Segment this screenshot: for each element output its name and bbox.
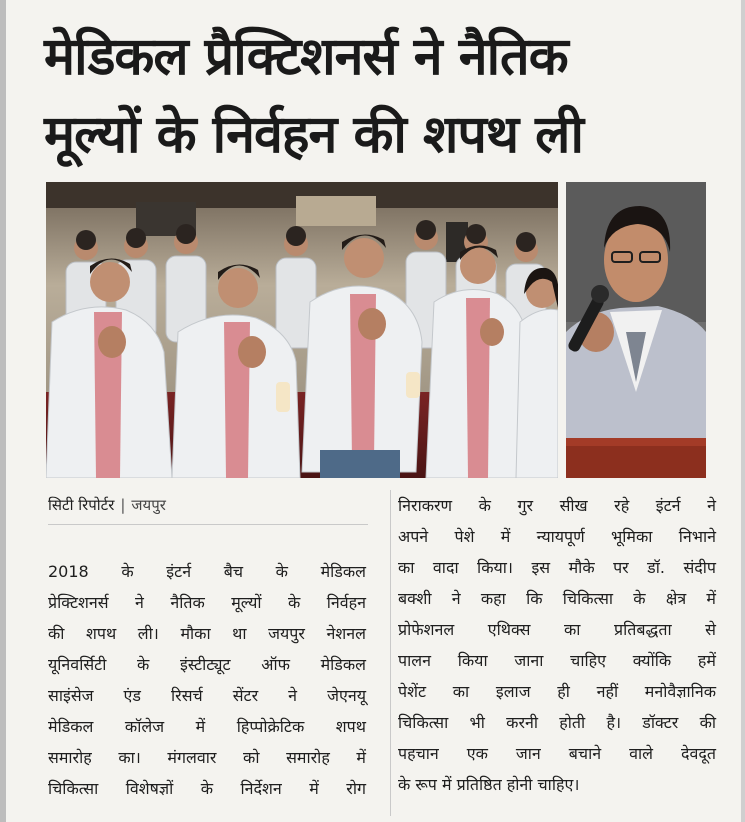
byline bbox=[48, 494, 368, 516]
reporter-name: सिटी रिपोर्टर bbox=[48, 496, 115, 514]
speaker-illustration bbox=[566, 182, 706, 478]
article-line: मेडिकल कॉलेज में हिप्पोक्रेटिक शपथ bbox=[48, 717, 366, 736]
headline-line-2: मूल्यों के निर्वहन की शपथ ली bbox=[44, 105, 583, 165]
article-line: अपने पेशे में न्यायपूर्ण भूमिका निभाने bbox=[398, 527, 716, 546]
article-line: के रूप में प्रतिष्ठित होनी चाहिए। bbox=[398, 775, 580, 794]
article-line: निराकरण के गुर सीख रहे इंटर्न ने bbox=[398, 496, 716, 515]
article-column-left bbox=[48, 556, 366, 804]
article-line: यूनिवर्सिटी के इंस्टीट्यूट ऑफ मेडिकल bbox=[48, 655, 366, 674]
article-line: प्रोफेशनल एथिक्स का प्रतिबद्धता से bbox=[398, 620, 716, 639]
article-line: प्रेक्टिशनर्स ने नैतिक मूल्यों के निर्वहन bbox=[48, 593, 366, 612]
article-line: पालन किया जाना चाहिए क्योंकि हमें bbox=[398, 651, 716, 670]
speaker-photo bbox=[566, 182, 706, 478]
oath-ceremony-photo bbox=[46, 182, 558, 478]
oath-ceremony-illustration bbox=[46, 182, 558, 478]
article-line: का वादा किया। इस मौके पर डॉ. संदीप bbox=[398, 558, 716, 577]
byline-separator: | bbox=[120, 496, 126, 514]
headline bbox=[44, 18, 716, 174]
article-line: साइंसेज एंड रिसर्च सेंटर ने जेएनयू bbox=[48, 686, 366, 705]
byline-rule bbox=[48, 524, 368, 525]
article-line: की शपथ ली। मौका था जयपुर नेशनल bbox=[48, 624, 366, 643]
article-line: चिकित्सा भी करनी होती है। डॉक्टर की bbox=[398, 713, 716, 732]
column-divider bbox=[390, 490, 391, 816]
article-line: चिकित्सा विशेषज्ञों के निर्देशन में रोग bbox=[48, 779, 366, 798]
dateline-city: जयपुर bbox=[131, 496, 166, 514]
article-column-right bbox=[398, 490, 716, 800]
article-line: पेशेंट का इलाज ही नहीं मनोवैज्ञानिक bbox=[398, 682, 716, 701]
article-line: 2018 के इंटर्न बैच के मेडिकल bbox=[48, 562, 366, 581]
article-line: पहचान एक जान बचाने वाले देवदूत bbox=[398, 744, 716, 763]
headline-line-1: मेडिकल प्रैक्टिशनर्स ने नैतिक bbox=[44, 27, 568, 87]
article-line: बक्शी ने कहा कि चिकित्सा के क्षेत्र में bbox=[398, 589, 716, 608]
article-line: समारोह का। मंगलवार को समारोह में bbox=[48, 748, 366, 767]
